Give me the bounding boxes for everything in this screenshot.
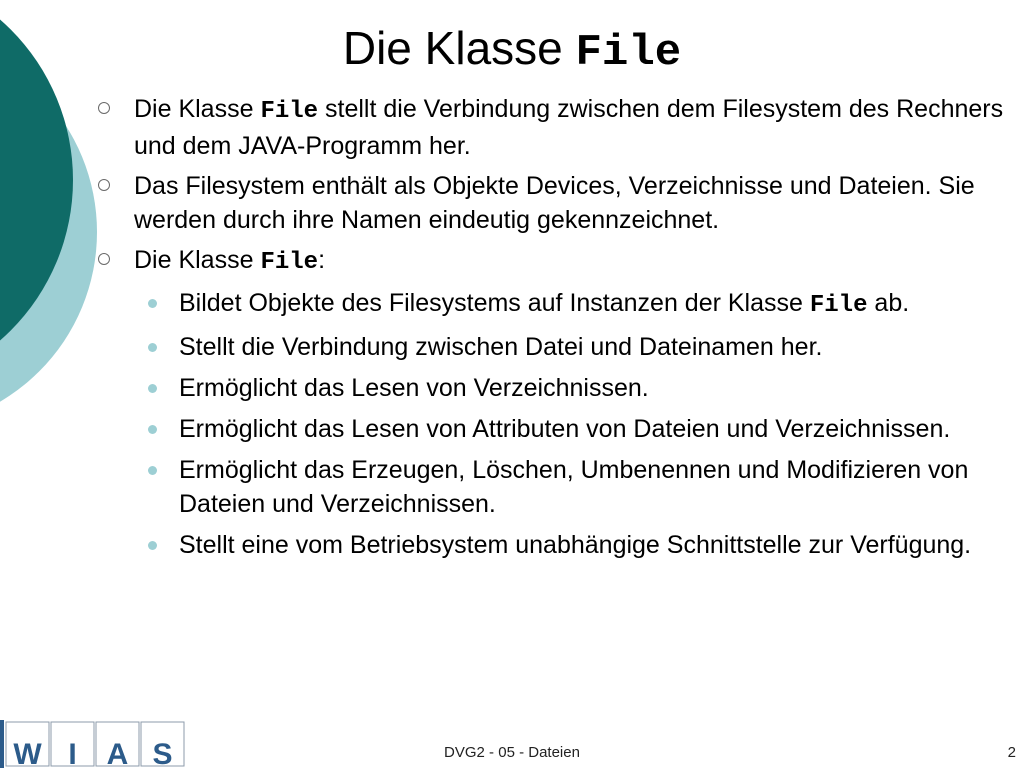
filled-dot-bullet-icon — [148, 466, 157, 475]
bullet-text — [179, 531, 971, 559]
page-number: 2 — [1007, 744, 1016, 761]
text-run: Stellt die Verbindung zwischen Datei und Dateinamen her. — [179, 333, 823, 361]
filled-dot-bullet-icon — [148, 343, 157, 352]
bullet-text — [134, 172, 975, 234]
sub-bullet-item — [96, 330, 1016, 364]
bullet-item — [96, 92, 1016, 163]
text-run: Ermöglicht das Erzeugen, Löschen, Umbenennen und Modifizieren von Dateien und Verzeichnissen. — [179, 456, 969, 518]
text-run: stellt die Verbindung zwischen dem Filesystem des Rechners und dem JAVA-Programm her. — [134, 95, 1004, 160]
hollow-circle-bullet-icon — [98, 102, 110, 114]
title-code: File — [575, 28, 682, 78]
sub-bullet-item — [96, 528, 1016, 562]
logo-letter: A — [106, 738, 129, 768]
text-run: : — [318, 246, 326, 274]
code-text: File — [260, 98, 319, 125]
bullet-item — [96, 243, 1016, 280]
bullet-text — [179, 456, 968, 518]
code-text: File — [260, 249, 319, 276]
bullet-item — [96, 169, 1016, 237]
bullet-text — [179, 374, 649, 402]
filled-dot-bullet-icon — [148, 384, 157, 393]
code-text: File — [809, 292, 868, 319]
hollow-circle-bullet-icon — [98, 253, 110, 265]
text-run: Die Klasse — [134, 246, 261, 274]
logo-letter: I — [68, 738, 77, 768]
sub-bullet-item — [96, 453, 1016, 521]
text-run: ab. — [867, 289, 910, 317]
filled-dot-bullet-icon — [148, 425, 157, 434]
logo-letter: W — [13, 738, 42, 768]
sub-bullet-item — [96, 371, 1016, 405]
bullet-text — [134, 246, 325, 274]
hollow-circle-bullet-icon — [98, 179, 110, 191]
filled-dot-bullet-icon — [148, 541, 157, 550]
text-run: Das Filesystem enthält als Objekte Devices, Verzeichnisse und Dateien. Sie werden durch ihre Namen eindeutig gekennzeichnet. — [134, 172, 975, 234]
title-prefix: Die Klasse — [342, 22, 576, 74]
text-run: Stellt eine vom Betriebsystem unabhängige Schnittstelle zur Verfügung. — [179, 531, 972, 559]
logo-letter: S — [152, 738, 173, 768]
bullet-text — [134, 95, 1003, 160]
text-run: Ermöglicht das Lesen von Attributen von Dateien und Verzeichnissen. — [179, 415, 951, 443]
filled-dot-bullet-icon — [148, 299, 157, 308]
text-run: Bildet Objekte des Filesystems auf Instanzen der Klasse — [179, 289, 810, 317]
bullet-text — [179, 289, 909, 317]
sub-bullet-item — [96, 412, 1016, 446]
text-run: Die Klasse — [134, 95, 261, 123]
sub-bullet-item — [96, 286, 1016, 323]
bullet-text — [179, 333, 822, 361]
slide-title — [0, 18, 1024, 83]
text-run: Ermöglicht das Lesen von Verzeichnissen. — [179, 374, 649, 402]
bullet-list — [96, 92, 1016, 569]
footer-text: DVG2 - 05 - Dateien — [444, 744, 580, 761]
bullet-text — [179, 415, 950, 443]
